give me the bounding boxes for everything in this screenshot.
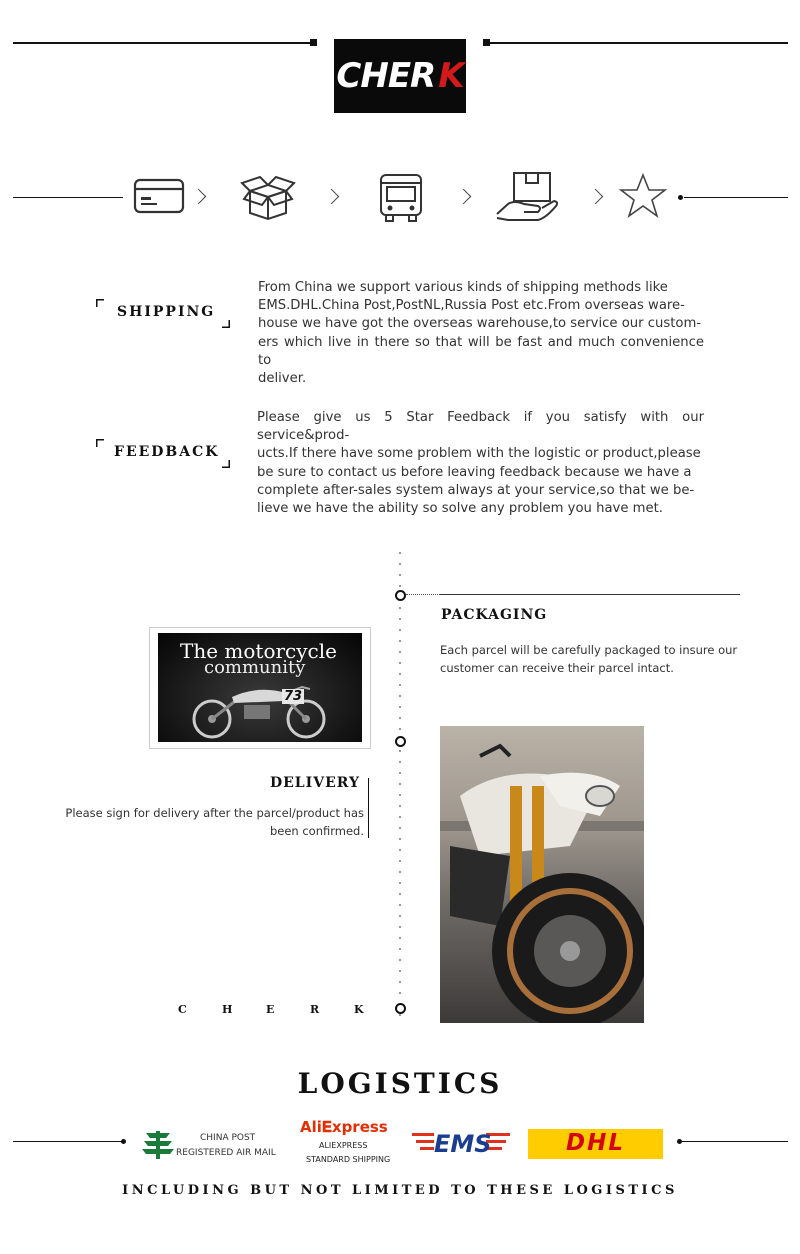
delivery-text bbox=[60, 804, 364, 840]
timeline-dot bbox=[399, 926, 401, 928]
china-post-logo bbox=[140, 1125, 288, 1165]
timeline-dot bbox=[399, 827, 401, 829]
timeline-dot bbox=[399, 607, 401, 609]
brand-name: CHER bbox=[336, 56, 436, 96]
shipping-line: ers which live in there so that will be fast and much convenience to bbox=[258, 334, 704, 368]
timeline-dot bbox=[399, 673, 401, 675]
packaging-line: Each parcel will be carefully packaged to insure our bbox=[440, 643, 738, 657]
aliexpress-brand-b: xpress bbox=[331, 1118, 388, 1136]
timeline-dot bbox=[399, 552, 401, 554]
timeline-dot bbox=[399, 684, 401, 686]
feedback-line: ucts.If there have some problem with the logistic or product,please bbox=[257, 446, 701, 462]
timeline-dot bbox=[399, 563, 401, 565]
delivery-title: DELIVERY bbox=[270, 775, 360, 791]
step-open-box bbox=[240, 173, 296, 221]
aliexpress-logo bbox=[298, 1118, 391, 1168]
timeline-dot bbox=[399, 970, 401, 972]
timeline-dot bbox=[399, 640, 401, 642]
timeline-dot bbox=[399, 915, 401, 917]
shipping-line: house we have got the overseas warehouse,to service our custom- bbox=[258, 316, 702, 332]
timeline-dot bbox=[399, 937, 401, 939]
community-photo bbox=[158, 633, 362, 742]
motorcycle-photo bbox=[440, 726, 644, 1023]
step-hand-package bbox=[494, 170, 562, 224]
aliexpress-brand bbox=[300, 1118, 388, 1136]
logistics-footer: INCLUDING BUT NOT LIMITED TO THESE LOGISTICS bbox=[122, 1183, 678, 1198]
timeline-dot bbox=[399, 706, 401, 708]
feedback-text bbox=[257, 409, 704, 518]
delivery-line: Please sign for delivery after the parcel/product has bbox=[65, 806, 364, 820]
packaging-text bbox=[440, 641, 750, 677]
timeline-dot bbox=[399, 882, 401, 884]
timeline-dot bbox=[399, 860, 401, 862]
china-post-line1: CHINA POST bbox=[200, 1133, 256, 1143]
timeline-node-packaging bbox=[395, 590, 406, 601]
timeline-dot bbox=[399, 959, 401, 961]
brand-accent: K bbox=[438, 56, 464, 96]
timeline-dot bbox=[399, 794, 401, 796]
shipping-corner-tl bbox=[96, 299, 104, 307]
shipping-line: From China we support various kinds of shipping methods like bbox=[258, 280, 668, 295]
timeline-dot bbox=[399, 750, 401, 752]
step-credit-card bbox=[133, 177, 185, 215]
timeline-dot bbox=[399, 838, 401, 840]
cafe-racer-graphic bbox=[188, 677, 338, 741]
shipping-corner-br bbox=[222, 320, 230, 328]
header-square-left bbox=[310, 39, 317, 46]
step-chevron-2 bbox=[324, 189, 340, 205]
ems-logo bbox=[412, 1129, 512, 1163]
cherk-letter: E bbox=[266, 1003, 275, 1016]
timeline-dot bbox=[399, 893, 401, 895]
timeline-dot bbox=[399, 871, 401, 873]
shipping-line: deliver. bbox=[258, 371, 307, 387]
timeline-dot bbox=[399, 849, 401, 851]
timeline-dot bbox=[399, 816, 401, 818]
china-post-line2: REGISTERED AIR MAIL bbox=[176, 1148, 276, 1158]
steps-dot bbox=[678, 195, 683, 200]
delivery-rule bbox=[368, 778, 369, 838]
header-line-right bbox=[488, 42, 788, 44]
community-caption-line1: The motorcycle bbox=[180, 639, 337, 663]
shipping-title: SHIPPING bbox=[117, 304, 216, 320]
packaging-rule bbox=[440, 594, 740, 595]
cherk-letter: H bbox=[222, 1003, 233, 1016]
timeline-dot bbox=[399, 629, 401, 631]
aliexpress-line1: ALIEXPRESS bbox=[319, 1141, 368, 1150]
steps-line-left bbox=[13, 197, 123, 198]
timeline-node-end bbox=[395, 1003, 406, 1014]
dhl-text: DHL bbox=[566, 1130, 625, 1156]
timeline-node-delivery bbox=[395, 736, 406, 747]
step-truck bbox=[378, 172, 424, 224]
logistics-dot-left bbox=[121, 1139, 126, 1144]
packaging-title: PACKAGING bbox=[441, 607, 548, 623]
logistics-line-right bbox=[682, 1141, 788, 1142]
timeline-dot bbox=[399, 717, 401, 719]
cherk-letter: R bbox=[310, 1003, 320, 1016]
hand-package-icon bbox=[494, 170, 562, 224]
cherk-letter: C bbox=[178, 1003, 187, 1016]
community-photo-frame bbox=[149, 627, 371, 749]
packaging-connector bbox=[406, 594, 440, 595]
delivery-line: been confirmed. bbox=[269, 824, 364, 838]
cherk-letter: K bbox=[354, 1003, 364, 1016]
brand-logo bbox=[334, 39, 466, 113]
timeline-dot bbox=[399, 651, 401, 653]
timeline-dot bbox=[399, 772, 401, 774]
feedback-line: lieve we have the ability so solve any problem you have met. bbox=[257, 501, 663, 517]
community-caption-line2: community bbox=[204, 657, 306, 678]
step-chevron-4 bbox=[588, 189, 604, 205]
shipping-line: EMS.DHL.China Post,PostNL,Russia Post etc.From overseas ware- bbox=[258, 298, 685, 314]
feedback-line: Please give us 5 Star Feedback if you satisfy with our service&prod- bbox=[257, 410, 704, 444]
aliexpress-line2: STANDARD SHIPPING bbox=[306, 1155, 391, 1164]
packaging-line: customer can receive their parcel intact. bbox=[440, 661, 674, 675]
timeline-dot bbox=[399, 585, 401, 587]
ems-text: EMS bbox=[434, 1130, 492, 1158]
dhl-logo bbox=[528, 1129, 663, 1159]
cart-e-icon: 𝐄 bbox=[321, 1118, 332, 1136]
logistics-title: LOGISTICS bbox=[297, 1067, 503, 1100]
timeline-dot bbox=[399, 662, 401, 664]
feedback-corner-br bbox=[222, 460, 230, 468]
timeline-dot bbox=[399, 728, 401, 730]
aliexpress-brand-a: Ali bbox=[300, 1118, 322, 1136]
step-chevron-3 bbox=[456, 189, 472, 205]
logistics-line-left bbox=[13, 1141, 123, 1142]
motorcycle-graphic bbox=[440, 726, 644, 1023]
shipping-text bbox=[258, 279, 704, 388]
feedback-title: FEEDBACK bbox=[114, 444, 220, 460]
timeline-dot bbox=[399, 761, 401, 763]
timeline-dot bbox=[399, 992, 401, 994]
open-box-icon bbox=[240, 173, 296, 221]
truck-icon bbox=[378, 172, 424, 224]
timeline-dot bbox=[399, 805, 401, 807]
timeline-dot bbox=[399, 981, 401, 983]
race-number: 73 bbox=[284, 689, 303, 704]
credit-card-icon bbox=[133, 177, 185, 215]
timeline-dot bbox=[399, 948, 401, 950]
china-post-icon bbox=[140, 1129, 176, 1161]
timeline-dot bbox=[399, 904, 401, 906]
timeline-dot bbox=[399, 1014, 401, 1016]
timeline-dot bbox=[399, 695, 401, 697]
feedback-line: complete after-sales system always at your service,so that we be- bbox=[257, 482, 695, 498]
star-icon bbox=[618, 172, 668, 220]
timeline-dot bbox=[399, 618, 401, 620]
step-star bbox=[618, 172, 668, 220]
step-chevron-1 bbox=[191, 189, 207, 205]
steps-line-right bbox=[684, 197, 788, 198]
header-line-left bbox=[13, 42, 313, 44]
timeline-dot bbox=[399, 574, 401, 576]
feedback-corner-tl bbox=[96, 439, 104, 447]
feedback-line: be sure to contact us before leaving feedback because we have a bbox=[257, 464, 692, 480]
timeline-dot bbox=[399, 783, 401, 785]
